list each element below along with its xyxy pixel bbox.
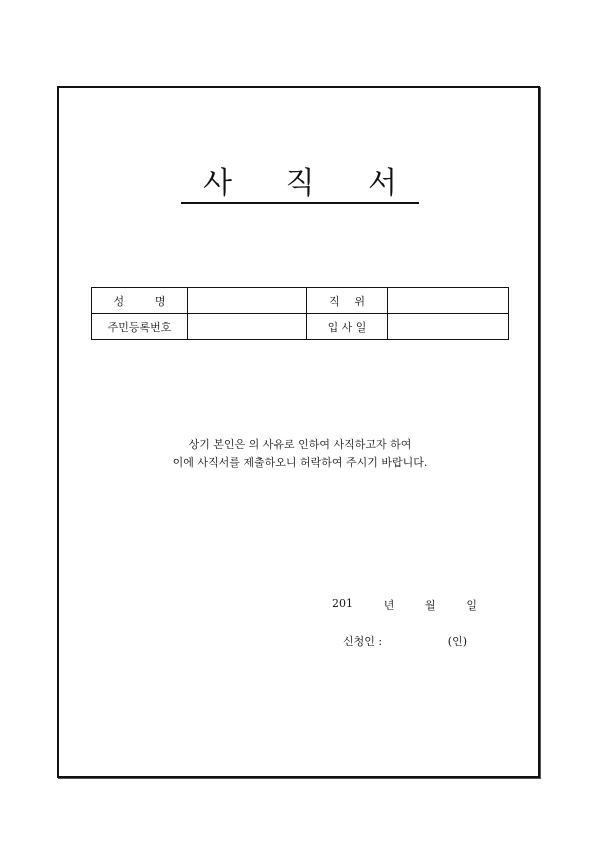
- title-container: [0, 168, 600, 204]
- position-label-cell: [307, 288, 388, 314]
- document-title: 사 직 서: [181, 168, 419, 204]
- position-label-char-2: 위: [354, 294, 365, 308]
- position-field[interactable]: [388, 288, 509, 314]
- name-label-char-1: 성: [113, 294, 125, 308]
- name-label: [114, 293, 166, 309]
- date-year: 201: [332, 597, 353, 610]
- position-label-char-1: 직: [329, 294, 340, 308]
- applicant-line: [343, 633, 467, 649]
- name-field[interactable]: [188, 288, 307, 314]
- table-row: [92, 288, 509, 314]
- join-date-label: 입 사 일: [307, 314, 388, 340]
- date-year-unit: 년: [383, 599, 395, 612]
- join-date-field[interactable]: [388, 314, 509, 340]
- seal-mark: (인): [447, 635, 467, 648]
- rrn-label: 주민등록번호: [92, 314, 188, 340]
- applicant-label: 신청인 :: [343, 635, 383, 648]
- statement-text: [0, 436, 600, 472]
- date-line: [332, 597, 477, 613]
- info-table: [91, 287, 509, 340]
- name-label-cell: [92, 288, 188, 314]
- date-day-unit: 일: [466, 599, 477, 612]
- position-label: [329, 293, 365, 309]
- date-month-unit: 월: [425, 599, 436, 612]
- statement-line-2: 이에 사직서를 제출하오니 허락하여 주시기 바랍니다.: [172, 456, 428, 469]
- statement-line-1: 상기 본인은 의 사유로 인하여 사직하고자 하여: [188, 438, 412, 451]
- name-label-char-2: 명: [154, 294, 166, 308]
- table-row: [92, 314, 509, 340]
- rrn-field[interactable]: [188, 314, 307, 340]
